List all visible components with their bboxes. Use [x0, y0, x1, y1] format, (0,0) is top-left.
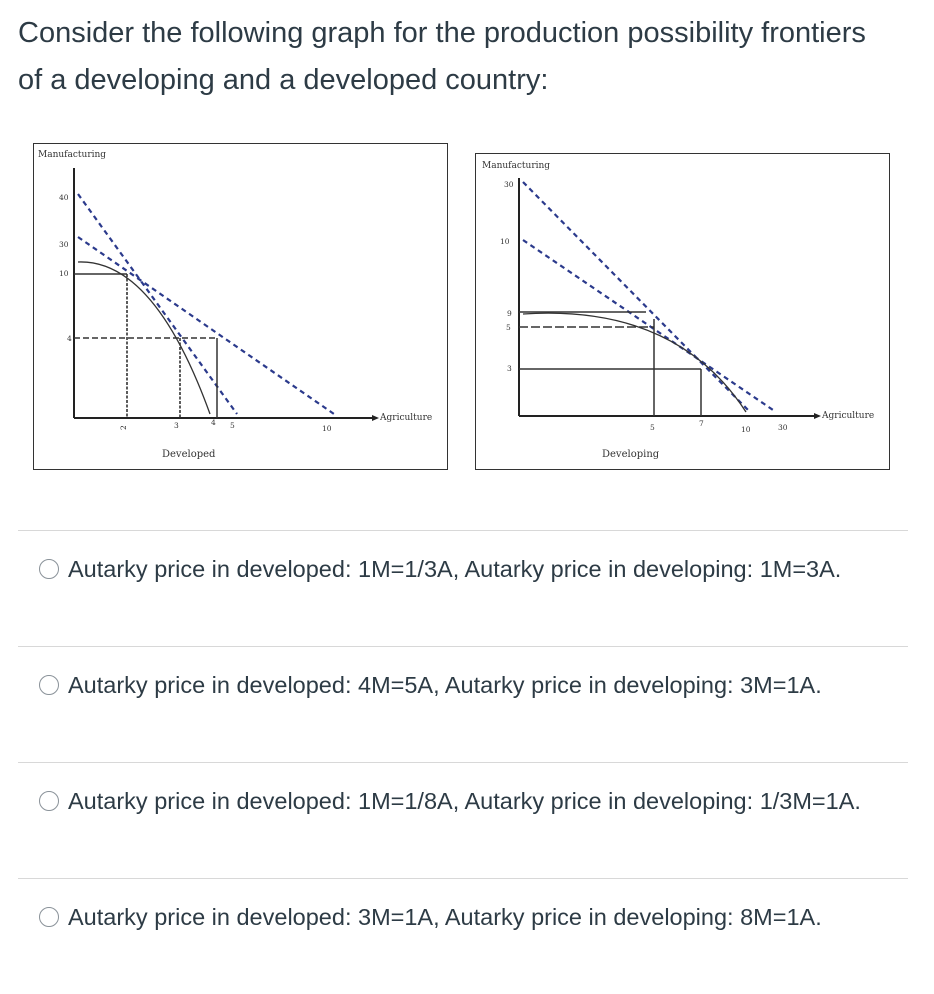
developed-y-tick: 10	[59, 269, 69, 278]
developing-x-tick: 30	[778, 423, 788, 432]
radio-button[interactable]	[39, 907, 59, 927]
developed-x-axis-label: Agriculture	[380, 413, 433, 423]
developing-x-tick: 7	[699, 419, 704, 428]
answer-label: Autarky price in developed: 3M=1A, Autarky price in developing: 8M=1A.	[68, 904, 822, 930]
developed-x-tick: 10	[322, 424, 332, 433]
developed-graph	[33, 143, 448, 470]
developing-x-arrow	[814, 413, 821, 419]
question-text: Consider the following graph for the production possibility frontiers of a developing and a developed country:	[18, 17, 866, 96]
developed-x-tick: 4	[211, 418, 216, 427]
developed-caption: Developed	[162, 449, 216, 460]
answer-label: Autarky price in developed: 1M=1/3A, Autarky price in developing: 1M=3A.	[68, 556, 842, 582]
developing-y-tick: 3	[507, 364, 512, 373]
answer-option[interactable]	[18, 646, 908, 762]
developing-y-tick: 30	[504, 180, 514, 189]
answer-option[interactable]	[18, 530, 908, 646]
answer-label: Autarky price in developed: 4M=5A, Autarky price in developing: 3M=1A.	[68, 672, 822, 698]
developing-price-line-flat	[523, 240, 776, 412]
radio-button[interactable]	[39, 559, 59, 579]
developing-y-tick: 5	[506, 323, 511, 332]
developing-x-axis-label: Agriculture	[822, 411, 875, 421]
developed-x-tick: 5	[230, 421, 235, 430]
answer-list	[18, 530, 908, 994]
developing-graph-svg	[476, 154, 889, 469]
developing-ppf-curve	[523, 313, 746, 412]
radio-button[interactable]	[39, 675, 59, 695]
developing-y-axis-label: Manufacturing	[482, 161, 551, 171]
developed-price-line-steep	[78, 194, 237, 414]
developed-x-tick: 3	[174, 421, 179, 430]
answer-label: Autarky price in developed: 1M=1/8A, Autarky price in developing: 1/3M=1A.	[68, 788, 861, 814]
developing-y-tick: 10	[500, 237, 510, 246]
developed-y-tick: 40	[59, 193, 69, 202]
developing-graph	[475, 153, 890, 470]
developing-y-tick: 9	[507, 309, 512, 318]
radio-button[interactable]	[39, 791, 59, 811]
developed-y-tick: 30	[59, 240, 69, 249]
developed-price-line-flat	[78, 237, 334, 414]
developing-x-tick: 5	[650, 423, 655, 432]
developed-y-axis-label: Manufacturing	[38, 150, 107, 160]
developing-x-tick: 10	[741, 425, 751, 434]
developing-price-line-steep	[523, 182, 750, 412]
developed-x-arrow	[372, 415, 379, 421]
developed-graph-svg	[34, 144, 447, 469]
answer-option[interactable]	[18, 762, 908, 878]
developed-y-tick: 4	[67, 334, 72, 343]
developed-x-tick: 2	[119, 425, 128, 430]
answer-option[interactable]	[18, 878, 908, 994]
developing-caption: Developing	[602, 449, 660, 460]
